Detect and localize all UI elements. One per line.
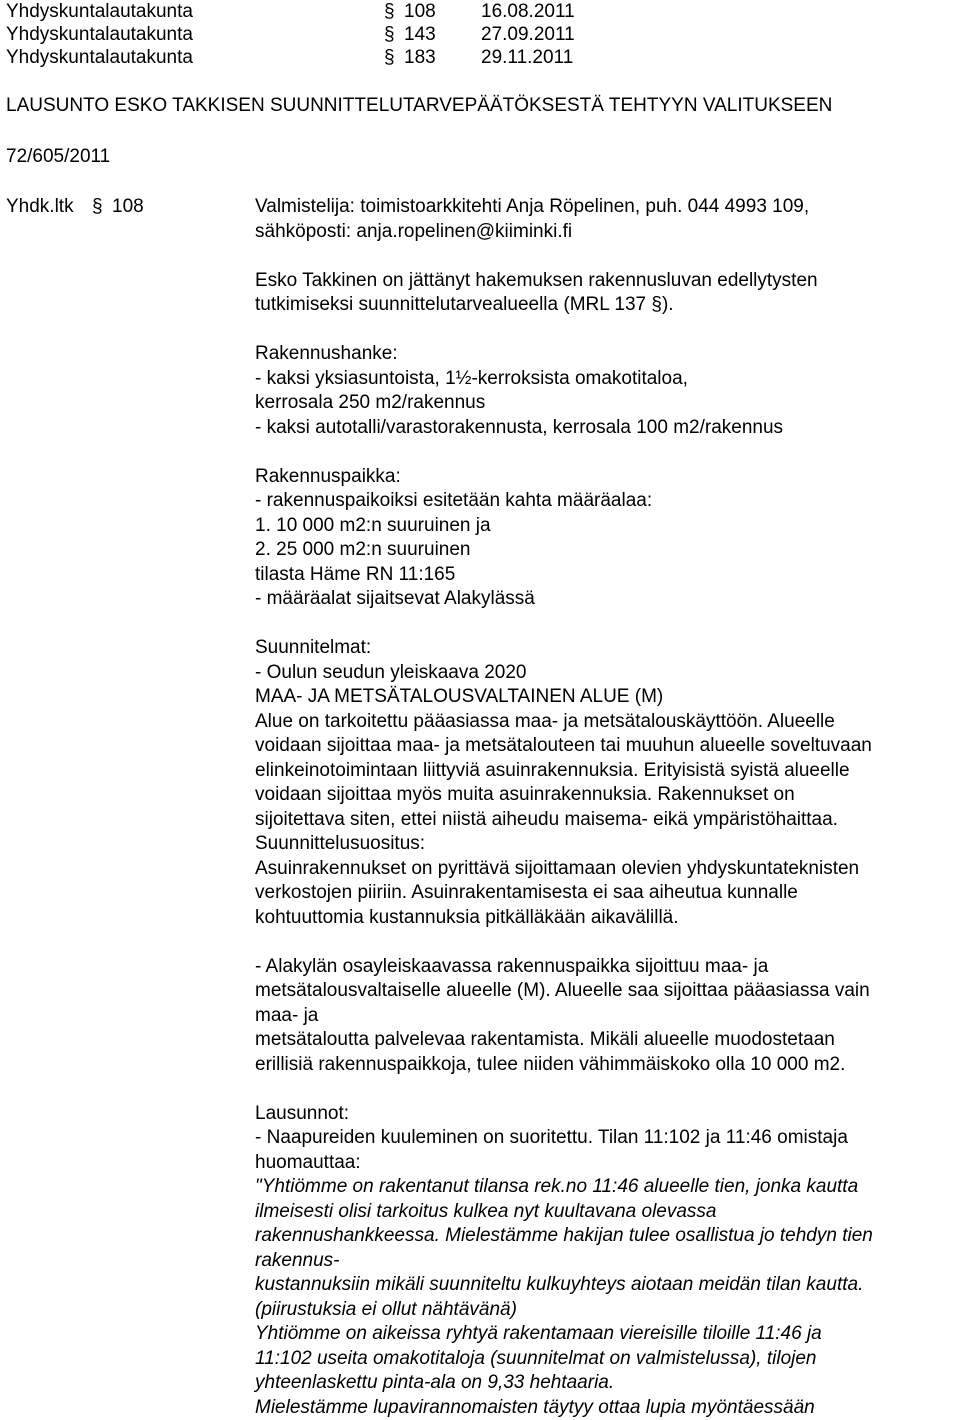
local-plan-line: erillisiä rakennuspaikkoja, tulee niiden vähimmäiskoko olla 10 000 m2.: [255, 1053, 846, 1075]
site-line: tilasta Häme RN 11:165: [255, 563, 456, 585]
local-plan-line: maa- ja: [255, 1004, 319, 1026]
plans-line: voidaan sijoittaa myös muita asuinrakennuksia. Rakennukset on: [255, 784, 795, 805]
board-name: Yhdyskuntalautakunta: [6, 24, 193, 45]
site-line: - määräalat sijaitsevat Alakylässä: [255, 588, 535, 609]
local-plan-line: metsätalousvaltaiselle alueelle (M). Alueelle saa sijoittaa pääasiassa vain: [255, 980, 870, 1001]
statements-line: - Naapureiden kuuleminen on suoritettu. Tilan 11:102 ja 11:46 omistaja: [255, 1127, 848, 1148]
preparer-email-line: sähköposti: anja.ropelinen@kiiminki.fi: [255, 220, 573, 242]
site-heading: Rakennuspaikka:: [255, 465, 401, 487]
section-ref-label: Yhdk.ltk: [6, 196, 74, 217]
quote-line: "Yhtiömme on rakentanut tilansa rek.no 11:46 alueelle tien, jonka kautta: [255, 1176, 859, 1197]
plans-line: Suunnittelusuositus:: [255, 833, 426, 854]
section-sign: §: [384, 47, 395, 68]
plans-line: - Oulun seudun yleiskaava 2020: [255, 661, 527, 683]
plans-line: Asuinrakennukset on pyrittävä sijoittamaan olevien yhdyskuntateknisten: [255, 857, 860, 879]
section-sign: §: [92, 196, 103, 217]
section-number: 108: [112, 196, 144, 217]
section-number: 108: [404, 1, 436, 22]
plans-line: Alue on tarkoitettu pääasiassa maa- ja metsätalouskäyttöön. Alueelle: [255, 710, 835, 732]
plans-heading: Suunnitelmat:: [255, 637, 372, 658]
plans-line: elinkeinotoimintaan liittyviä asuinrakennuksia. Erityisistä syistä alueelle: [255, 759, 850, 781]
section-sign: §: [384, 24, 395, 45]
preparer-line: Valmistelija: toimistoarkkitehti Anja Röpelinen, puh. 044 4993 109,: [255, 196, 810, 217]
section-reference: [6, 195, 144, 219]
plans-line: sijoitettava siten, ettei niistä aiheudu maisema- eikä ympäristöhaittaa.: [255, 808, 838, 830]
quote-line: ilmeisesti olisi tarkoitus kulkea nyt kuultavana olevassa: [255, 1200, 717, 1222]
board-name: Yhdyskuntalautakunta: [6, 47, 193, 68]
quote-line: Mielestämme lupavirannomaisten täytyy ottaa lupia myöntäessään: [255, 1396, 815, 1418]
plans-line: voidaan sijoittaa maa- ja metsätalouteen tai muuhun alueelle soveltuvaan: [255, 735, 872, 756]
project-line: - kaksi yksiasuntoista, 1½-kerroksista omakotitaloa,: [255, 367, 688, 389]
site-line: 2. 25 000 m2:n suuruinen: [255, 539, 471, 560]
project-line: kerrosala 250 m2/rakennus: [255, 392, 486, 413]
intro-line: Esko Takkinen on jättänyt hakemuksen rakennusluvan edellytysten: [255, 269, 818, 291]
meeting-date: 27.09.2011: [481, 24, 575, 45]
document-body: [255, 195, 955, 1420]
plans-line: kohtuuttomia kustannuksia pitkälläkään aikavälillä.: [255, 906, 679, 928]
quote-line: (piirustuksia ei ollut nähtävänä): [255, 1298, 517, 1320]
project-line: - kaksi autotalli/varastorakennusta, kerrosala 100 m2/rakennus: [255, 416, 784, 438]
project-heading: Rakennushanke:: [255, 343, 398, 364]
site-line: 1. 10 000 m2:n suuruinen ja: [255, 514, 491, 536]
plans-line: MAA- JA METSÄTALOUSVALTAINEN ALUE (M): [255, 686, 664, 707]
meeting-date: 29.11.2011: [481, 47, 574, 68]
quote-line: kustannuksiin mikäli suunniteltu kulkuyhteys aiotaan meidän tilan kautta.: [255, 1274, 864, 1295]
quote-line: rakennus-: [255, 1249, 340, 1271]
quote-line: rakennushankkeessa. Mielestämme hakijan tulee osallistua jo tehdyn tien: [255, 1225, 873, 1246]
quote-line: 11:102 useita omakotitaloja (suunnitelmat on valmistelussa), tilojen: [255, 1347, 817, 1369]
site-line: - rakennuspaikoiksi esitetään kahta määräalaa:: [255, 490, 653, 511]
plans-line: verkostojen piiriin. Asuinrakentamisesta ei saa aiheutua kunnalle: [255, 882, 798, 903]
board-name: Yhdyskuntalautakunta: [6, 1, 193, 22]
section-number: 183: [404, 47, 436, 68]
quote-line: yhteenlaskettu pinta-ala on 9,33 hehtaaria.: [255, 1372, 615, 1393]
quote-line: Yhtiömme on aikeissa ryhtyä rakentamaan viereisille tiloille 11:46 ja: [255, 1323, 822, 1344]
meeting-date: 16.08.2011: [481, 1, 575, 22]
document-title: LAUSUNTO ESKO TAKKISEN SUUNNITTELUTARVEPÄÄTÖKSESTÄ TEHTYYN VALITUKSEEN: [6, 95, 833, 116]
local-plan-line: metsätaloutta palvelevaa rakentamista. Mikäli alueelle muodostetaan: [255, 1029, 835, 1050]
section-sign: §: [384, 1, 395, 22]
intro-line: tutkimiseksi suunnittelutarvealueella (MRL 137 §).: [255, 294, 674, 315]
local-plan-line: - Alakylän osayleiskaavassa rakennuspaikka sijoittuu maa- ja: [255, 955, 769, 977]
document-number: 72/605/2011: [6, 146, 111, 167]
statements-heading: Lausunnot:: [255, 1102, 350, 1124]
section-number: 143: [404, 24, 436, 45]
statements-line: huomauttaa:: [255, 1151, 361, 1173]
